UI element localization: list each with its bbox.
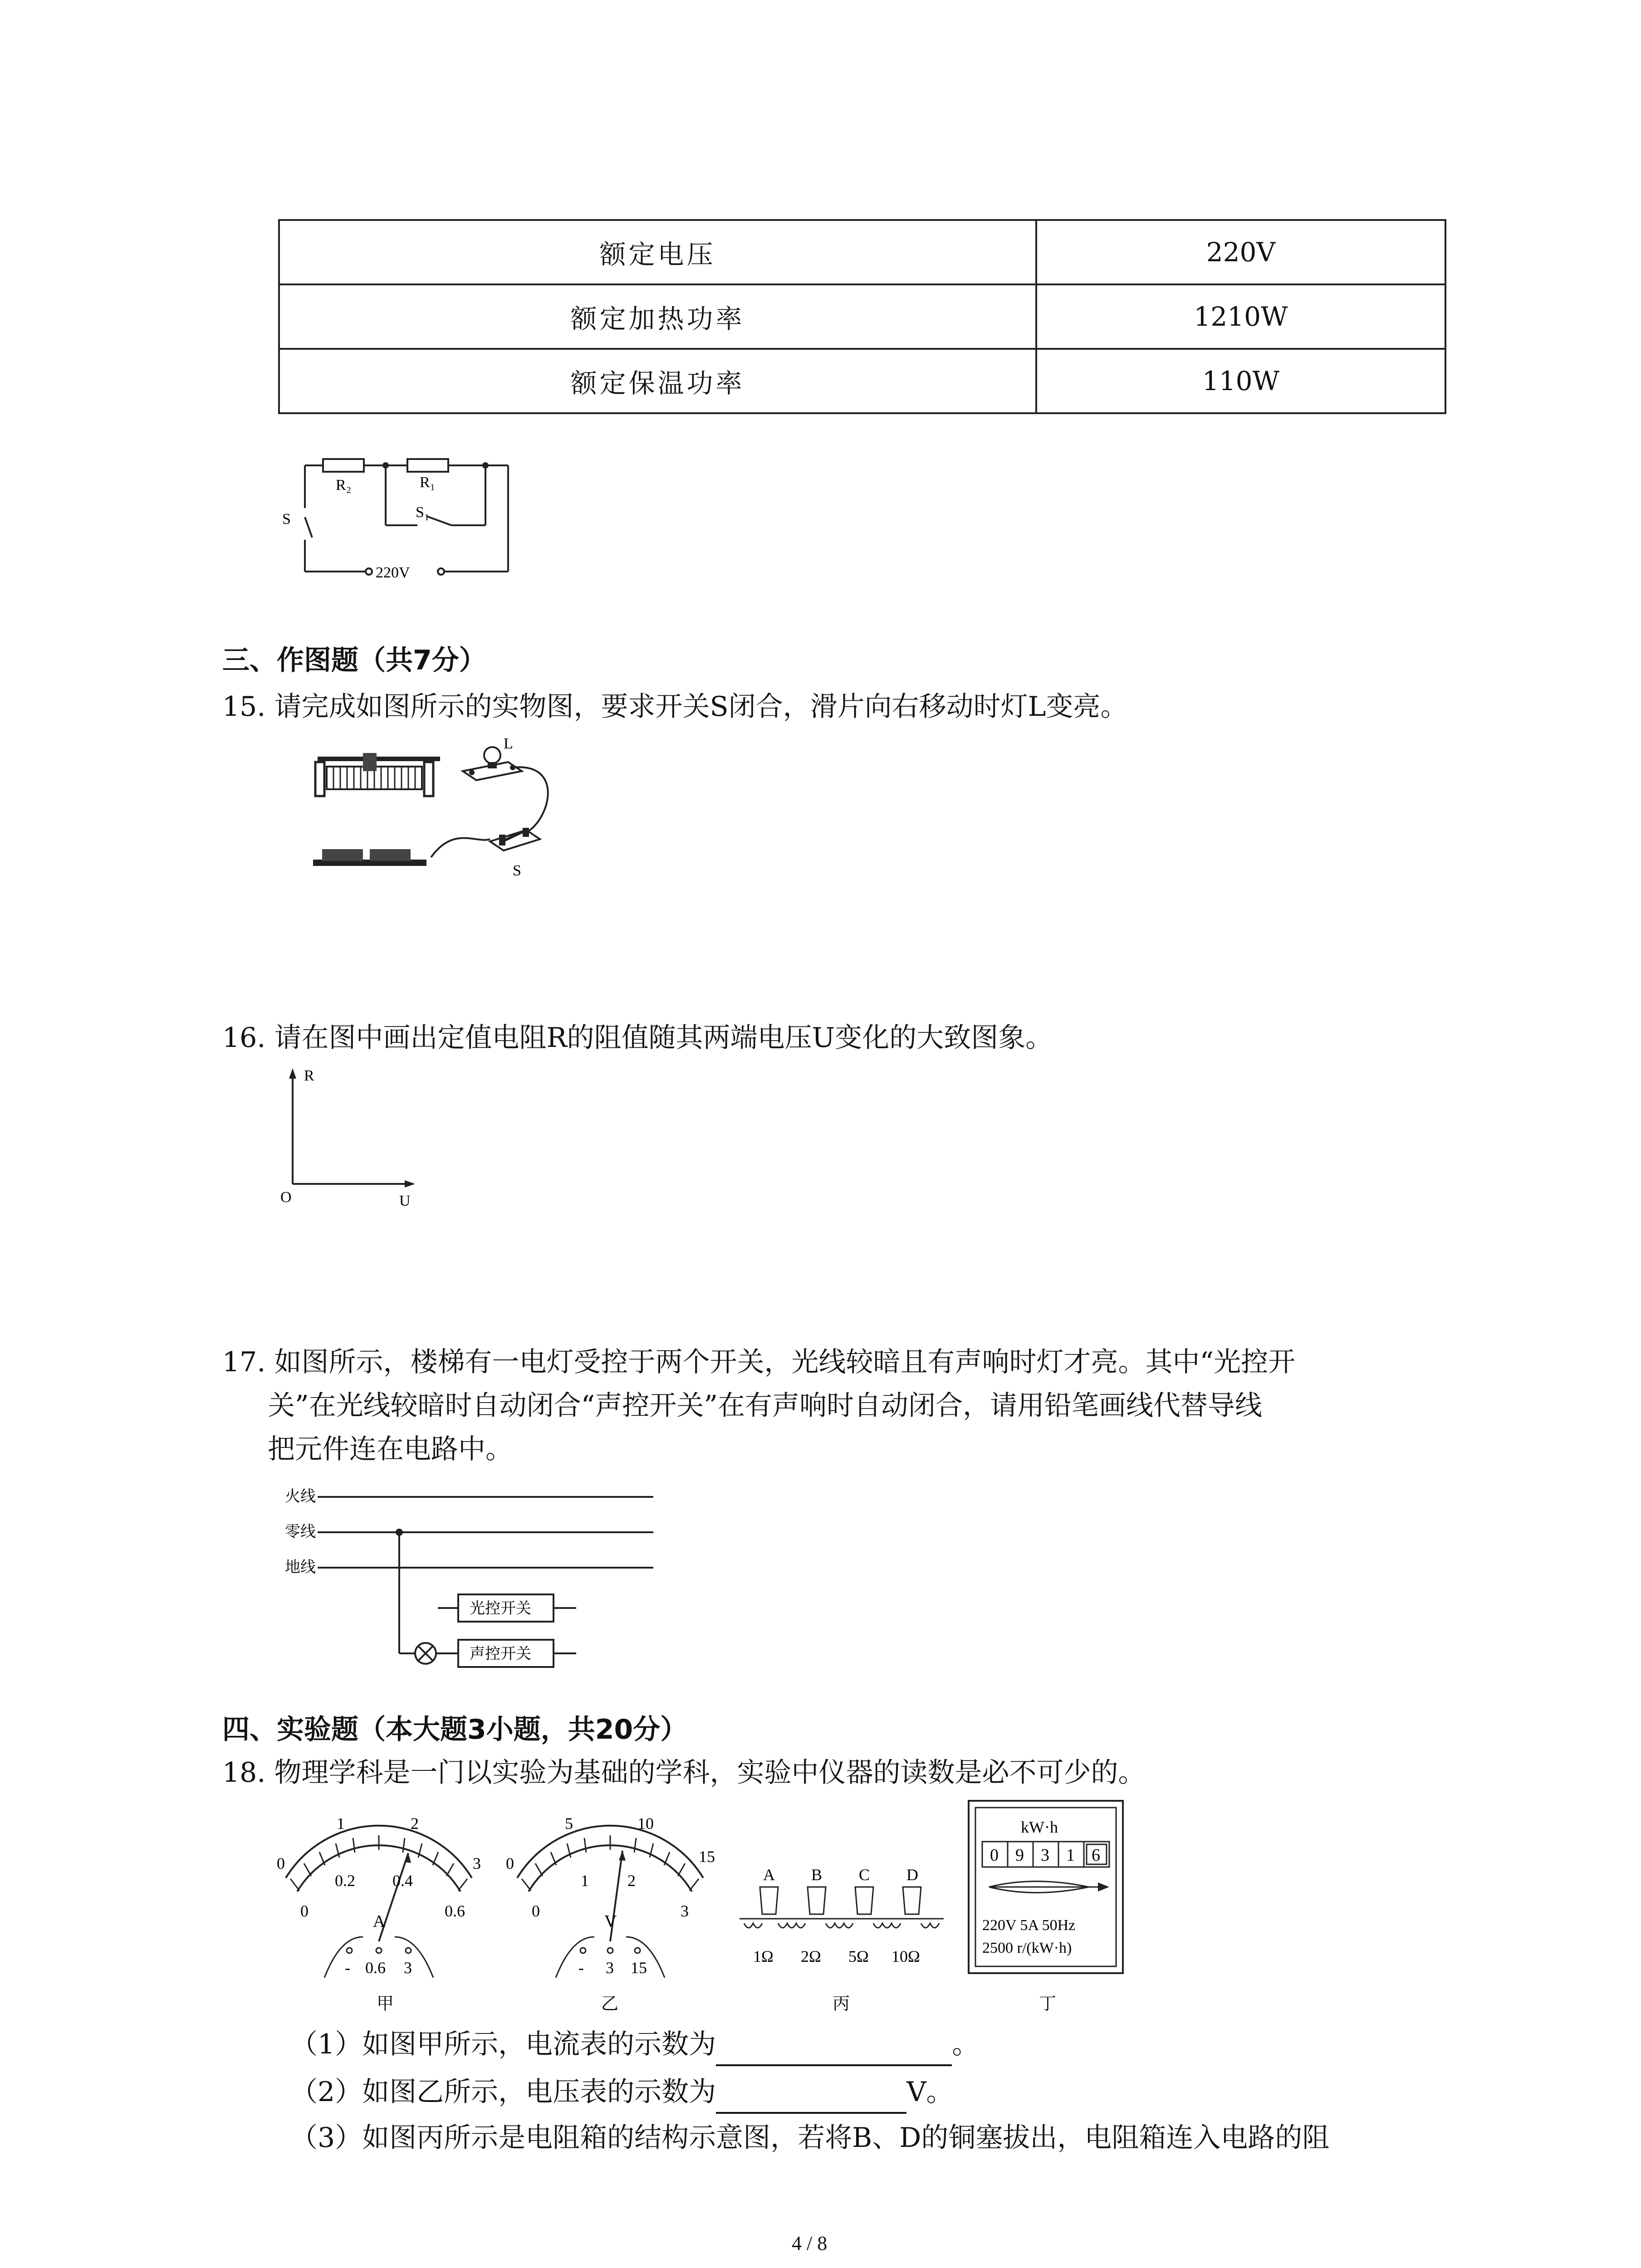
meter-digit-1: 9 (1015, 1846, 1024, 1865)
question-text-line-1: 如图所示，楼梯有一电灯受控于两个开关，光线较暗且有声响时灯才亮。其中“光控开 (274, 1346, 1296, 1378)
neutral-wire-label: 零线 (285, 1523, 316, 1541)
r1-label: R₁ (420, 474, 436, 491)
ground-wire-label: 地线 (285, 1558, 316, 1576)
ammeter-top-3: 3 (473, 1854, 481, 1872)
figure-caption-yi: 乙 (601, 1994, 619, 2014)
question-number: 18. (222, 1757, 266, 1789)
voltmeter-bottom-3: 3 (681, 1902, 689, 1920)
question-number: 17. (222, 1346, 266, 1378)
r-u-axes (272, 1061, 426, 1211)
table-row (279, 349, 1445, 413)
question-16 (222, 1016, 1053, 1060)
sub-question-2 (290, 2068, 954, 2114)
meter-digit-4: 6 (1092, 1846, 1100, 1865)
voltmeter-bottom-2: 2 (627, 1872, 636, 1890)
plug-label-b: B (811, 1866, 823, 1884)
question-text-line-3: 把元件连在电路中。 (268, 1433, 513, 1465)
sub-question-end: 。 (952, 2028, 980, 2060)
sub-question-text: （2）如图乙所示，电压表的示数为 (290, 2076, 716, 2108)
ammeter-bottom-3: 0.6 (445, 1902, 465, 1920)
voltmeter-figure (499, 1805, 726, 2014)
ammeter-terminal-0: - (345, 1959, 350, 1977)
spec-table (278, 219, 1446, 414)
voltmeter-top-2: 10 (637, 1814, 654, 1833)
ammeter-bottom-0: 0 (300, 1902, 309, 1920)
question-17 (222, 1340, 1447, 1471)
sub-question-unit: V。 (906, 2076, 954, 2108)
voltmeter-letter: V (604, 1912, 617, 1931)
sub-question-text: （3）如图丙所示是电阻箱的结构示意图，若将B、D的铜塞拔出，电阻箱连入电路的阻 (290, 2122, 1330, 2154)
sub-question-1 (290, 2021, 979, 2066)
section-4-title: 四、实验题（本大题3小题，共20分） (222, 1714, 688, 1745)
ammeter-top-2: 2 (411, 1814, 419, 1833)
meter-digit-0: 0 (990, 1846, 999, 1865)
sub-question-3 (290, 2116, 1329, 2160)
axis-r-label: R (304, 1067, 314, 1084)
table-cell-label: 额定保温功率 (279, 349, 1036, 413)
stair-light-wiring-diagram (277, 1470, 662, 1678)
energy-meter-figure (962, 1796, 1134, 2014)
ammeter-top-1: 1 (337, 1814, 345, 1833)
resistance-2: 2Ω (801, 1947, 821, 1965)
table-cell-value: 220V (1036, 220, 1445, 284)
page-number: 4 / 8 (792, 2232, 828, 2254)
physical-circuit-figure (313, 735, 567, 885)
voltmeter-bottom-1: 1 (581, 1872, 589, 1890)
figure-caption-bing: 丙 (833, 1994, 850, 2014)
ammeter-bottom-2: 0.4 (392, 1872, 413, 1890)
question-text: 物理学科是一门以实验为基础的学科，实验中仪器的读数是必不可少的。 (274, 1757, 1146, 1789)
sound-switch-label: 声控开关 (470, 1645, 531, 1663)
switch-s1-label: S₁ (416, 504, 430, 521)
rheostat-icon (315, 753, 440, 796)
fire-wire-label: 火线 (285, 1487, 316, 1505)
table-cell-label: 额定电压 (279, 220, 1036, 284)
question-18 (222, 1751, 1146, 1794)
meter-digit-2: 3 (1041, 1846, 1049, 1865)
heater-circuit-diagram (272, 449, 526, 585)
resistance-10: 10Ω (892, 1947, 920, 1965)
figure-caption-ding: 丁 (1039, 1994, 1057, 2014)
question-text-line-2: 关”在光线较暗时自动闭合“声控开关”在有声响时自动闭合，请用铅笔画线代替导线 (268, 1390, 1263, 1422)
figure-caption-jia: 甲 (377, 1994, 394, 2014)
switch-label: S (513, 862, 521, 879)
table-row (279, 284, 1445, 349)
sub-question-text: （1）如图甲所示，电流表的示数为 (290, 2028, 716, 2060)
meter-unit: kW·h (1021, 1818, 1058, 1836)
answer-blank[interactable] (716, 2021, 952, 2066)
r2-label: R₂ (336, 477, 352, 494)
table-row (279, 220, 1445, 284)
meter-rating-line: 220V 5A 50Hz (982, 1917, 1076, 1934)
source-label: 220V (376, 564, 410, 581)
light-switch-label: 光控开关 (470, 1599, 531, 1618)
question-number: 16. (222, 1022, 266, 1054)
battery-icon (313, 849, 426, 866)
question-text: 请完成如图所示的实物图，要求开关S闭合，滑片向右移动时灯L变亮。 (274, 691, 1128, 723)
voltmeter-terminal-1: 3 (606, 1959, 614, 1977)
question-15 (222, 685, 1127, 728)
plug-label-c: C (859, 1866, 870, 1884)
resistor-box-figure (735, 1860, 948, 2014)
ammeter-terminal-1: 0.6 (365, 1959, 386, 1977)
voltmeter-top-3: 15 (699, 1848, 715, 1866)
voltmeter-top-1: 5 (565, 1814, 573, 1833)
table-cell-value: 110W (1036, 349, 1445, 413)
ammeter-figure (272, 1805, 490, 2014)
ammeter-letter: A (373, 1912, 386, 1931)
resistance-1: 1Ω (753, 1947, 774, 1965)
switch-s-label: S (282, 511, 291, 528)
voltmeter-terminal-2: 15 (631, 1959, 647, 1977)
plug-label-a: A (763, 1866, 775, 1884)
answer-blank[interactable] (716, 2068, 906, 2114)
voltmeter-terminal-0: - (578, 1959, 584, 1977)
ammeter-bottom-1: 0.2 (335, 1872, 355, 1890)
ammeter-terminal-2: 3 (404, 1959, 412, 1977)
voltmeter-top-0: 0 (506, 1854, 514, 1872)
meter-constant-line: 2500 r/(kW·h) (982, 1940, 1072, 1956)
question-number: 15. (222, 691, 266, 723)
knife-switch-icon (490, 828, 540, 850)
plug-label-d: D (906, 1866, 918, 1884)
lamp-label: L (504, 735, 513, 752)
voltmeter-bottom-0: 0 (532, 1902, 540, 1920)
question-text: 请在图中画出定值电阻R的阻值随其两端电压U变化的大致图象。 (274, 1022, 1053, 1054)
axis-u-label: U (399, 1193, 411, 1209)
ammeter-top-0: 0 (277, 1854, 285, 1872)
section-3-title: 三、作图题（共7分） (222, 645, 486, 676)
table-cell-value: 1210W (1036, 284, 1445, 349)
table-cell-label: 额定加热功率 (279, 284, 1036, 349)
resistance-5: 5Ω (848, 1947, 869, 1965)
origin-label: O (280, 1189, 292, 1206)
meter-digit-3: 1 (1066, 1846, 1075, 1865)
